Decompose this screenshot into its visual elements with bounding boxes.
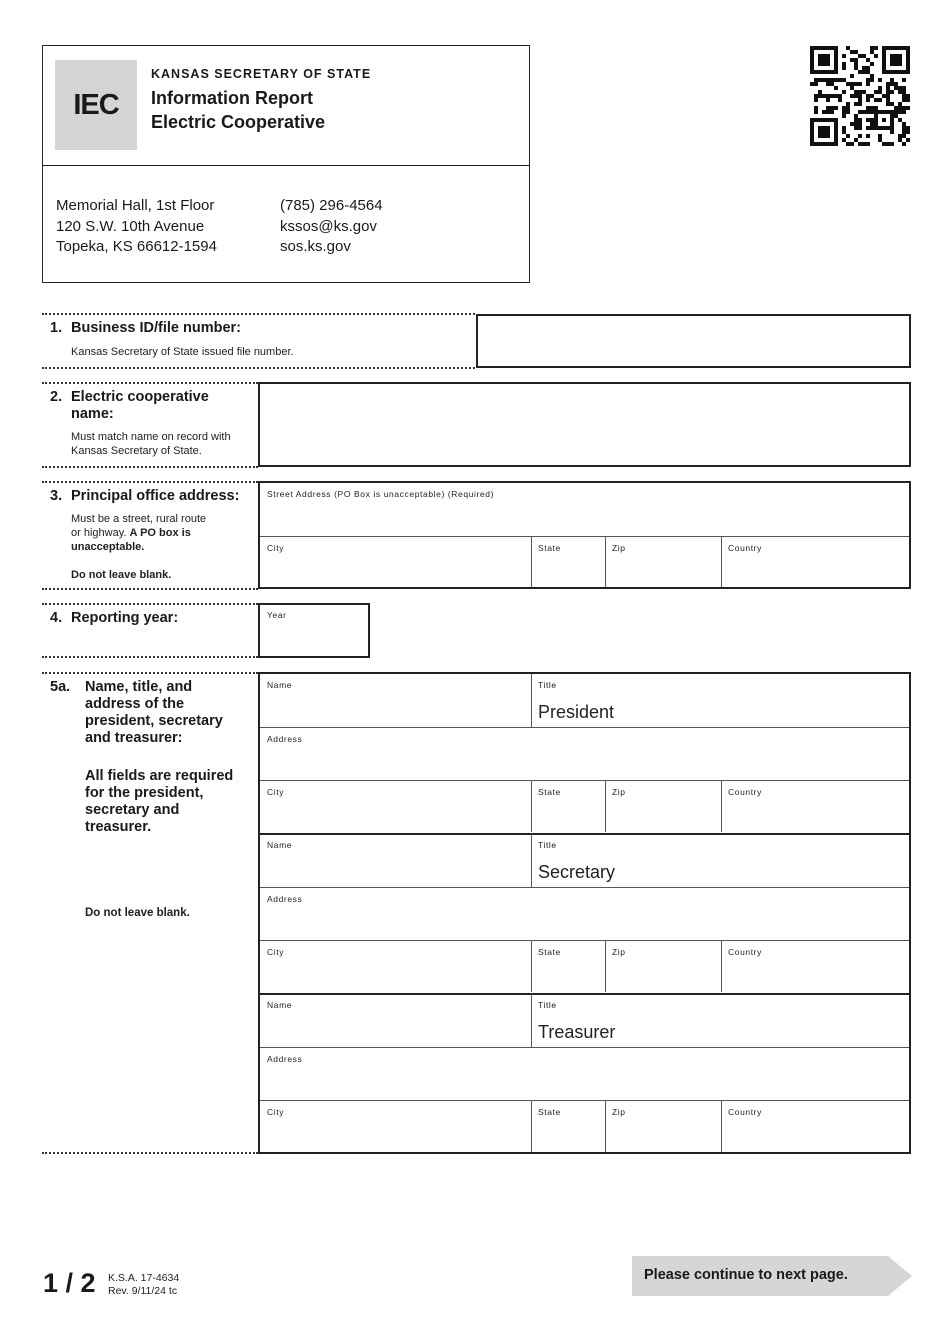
treasurer-address-input[interactable] — [260, 1048, 909, 1100]
treasurer-country-input[interactable] — [721, 1101, 909, 1152]
zip-caption: Zip — [612, 1107, 626, 1117]
state-caption: State — [538, 947, 561, 957]
form-code-badge: IEC — [55, 60, 137, 150]
treasurer-zip-input[interactable] — [605, 1101, 721, 1152]
state-caption: State — [538, 1107, 561, 1117]
q5a-number: 5a. — [50, 679, 71, 695]
country-caption: Country — [728, 787, 762, 797]
address-line: 120 S.W. 10th Avenue — [56, 217, 205, 235]
country-input[interactable] — [721, 537, 909, 587]
president-country-input[interactable] — [721, 781, 909, 832]
secretary-title-field[interactable] — [531, 834, 909, 887]
city-caption: City — [267, 787, 285, 797]
contact-info — [280, 196, 383, 258]
q5a-required-note — [85, 768, 233, 836]
q5a-required-line: All fields are required — [85, 768, 234, 784]
form-title-line2: Electric Cooperative — [151, 112, 326, 132]
address-caption: Address — [267, 894, 303, 904]
officers-block — [258, 672, 911, 1154]
q5a-required-line: treasurer. — [85, 819, 152, 835]
city-caption: City — [267, 543, 285, 553]
secretary-country-input[interactable] — [721, 941, 909, 992]
secretary-name-input[interactable] — [260, 834, 531, 887]
president-name-input[interactable] — [260, 674, 531, 727]
form-title-line1: Information Report — [151, 88, 313, 108]
separator — [42, 367, 475, 369]
name-caption: Name — [267, 840, 293, 850]
reporting-year-input[interactable] — [258, 603, 370, 658]
title-caption: Title — [538, 1000, 557, 1010]
president-title-field[interactable] — [531, 674, 909, 727]
q1-number: 1. — [50, 320, 63, 336]
zip-caption: Zip — [612, 947, 626, 957]
state-caption: State — [538, 543, 561, 553]
city-caption: City — [267, 1107, 285, 1117]
president-address-input[interactable] — [260, 728, 909, 780]
q3-help-line — [71, 526, 206, 540]
q4-label: Reporting year: — [71, 610, 179, 626]
title-caption: Title — [538, 840, 557, 850]
q5a-required-line: secretary and — [85, 802, 180, 818]
principal-address-block — [258, 481, 911, 589]
zip-caption: Zip — [612, 787, 626, 797]
separator — [42, 603, 258, 605]
agency-name: KANSAS SECRETARY OF STATE — [151, 67, 372, 81]
header-title-block — [43, 46, 529, 166]
country-caption: Country — [728, 947, 762, 957]
title-caption: Title — [538, 680, 557, 690]
q3-label: Principal office address: — [71, 488, 240, 504]
q3-help-line: Must be a street, rural route — [71, 513, 207, 525]
secretary-address-input[interactable] — [260, 888, 909, 940]
zip-input[interactable] — [605, 537, 721, 587]
treasurer-state-input[interactable] — [531, 1101, 605, 1152]
address-caption: Address — [267, 734, 303, 744]
secretary-title-value: Secretary — [538, 862, 616, 882]
city-caption: City — [267, 947, 285, 957]
name-caption: Name — [267, 680, 293, 690]
q5a-do-not-leave-blank: Do not leave blank. — [85, 907, 190, 919]
form-title — [151, 86, 325, 134]
state-input[interactable] — [531, 537, 605, 587]
email-address: kssos@ks.gov — [280, 217, 377, 235]
address-line: Topeka, KS 66612-1594 — [56, 238, 217, 255]
address-caption: Address — [267, 1054, 303, 1064]
phone-number: (785) 296-4564 — [280, 197, 383, 214]
separator — [42, 382, 258, 384]
treasurer-city-input[interactable] — [260, 1101, 531, 1152]
q5a-label-line: and treasurer: — [85, 730, 183, 746]
separator — [42, 656, 258, 658]
q2-help-line: Kansas Secretary of State. — [71, 445, 202, 457]
office-address — [56, 196, 217, 258]
separator — [42, 1152, 258, 1154]
street-caption: Street Address (PO Box is unacceptable) (Required) — [267, 489, 495, 499]
q5a-label-line: address of the — [85, 696, 185, 712]
q2-help — [71, 430, 231, 458]
q3-help-text: or highway. — [71, 527, 130, 539]
state-caption: State — [538, 787, 561, 797]
statute-reference — [108, 1272, 179, 1297]
city-input[interactable] — [260, 537, 531, 587]
treasurer-title-field[interactable] — [531, 994, 909, 1047]
website: sos.ks.gov — [280, 238, 351, 255]
q2-help-line: Must match name on record with — [71, 431, 231, 443]
cooperative-name-input[interactable] — [258, 382, 911, 467]
continue-banner — [632, 1256, 912, 1296]
q2-label-line: name: — [71, 406, 114, 422]
president-state-input[interactable] — [531, 781, 605, 832]
q1-label: Business ID/file number: — [71, 320, 242, 336]
treasurer-title-value: Treasurer — [538, 1022, 616, 1042]
continue-text: Please continue to next page. — [644, 1267, 848, 1283]
q3-help-bold: unacceptable. — [71, 541, 145, 553]
street-address-input[interactable] — [260, 483, 909, 536]
statute-text: K.S.A. 17-4634 — [108, 1272, 180, 1284]
q3-number: 3. — [50, 488, 63, 504]
separator — [42, 672, 258, 674]
country-caption: Country — [728, 1107, 762, 1117]
treasurer-name-input[interactable] — [260, 994, 531, 1047]
secretary-city-input[interactable] — [260, 941, 531, 992]
q5a-required-line: for the president, — [85, 785, 204, 801]
year-caption: Year — [267, 610, 287, 620]
page-number: 1 / 2 — [43, 1268, 96, 1298]
q4-number: 4. — [50, 610, 63, 626]
q5a-label-line: president, secretary — [85, 713, 223, 729]
separator — [42, 481, 258, 483]
country-caption: Country — [728, 543, 762, 553]
secretary-zip-input[interactable] — [605, 941, 721, 992]
separator — [42, 313, 475, 315]
q3-do-not-leave-blank: Do not leave blank. — [71, 569, 172, 581]
q5a-label — [85, 679, 223, 747]
revision-text: Rev. 9/11/24 tc — [108, 1284, 178, 1297]
form-header — [42, 45, 530, 283]
secretary-state-input[interactable] — [531, 941, 605, 992]
q2-label — [71, 389, 209, 423]
name-caption: Name — [267, 1000, 293, 1010]
separator — [42, 588, 258, 590]
qr-code — [810, 46, 910, 146]
q2-label-line: Electric cooperative — [71, 389, 209, 405]
zip-caption: Zip — [612, 543, 626, 553]
address-line: Memorial Hall, 1st Floor — [56, 197, 215, 214]
q5a-label-line: Name, title, and — [85, 679, 193, 695]
q2-number: 2. — [50, 389, 63, 405]
q3-help — [71, 512, 206, 554]
q3-help-bold: A PO box is — [129, 527, 191, 539]
president-title-value: President — [538, 702, 615, 722]
president-city-input[interactable] — [260, 781, 531, 832]
separator — [42, 466, 258, 468]
q1-help: Kansas Secretary of State issued file number. — [71, 346, 294, 358]
president-zip-input[interactable] — [605, 781, 721, 832]
business-id-input[interactable] — [476, 314, 911, 368]
